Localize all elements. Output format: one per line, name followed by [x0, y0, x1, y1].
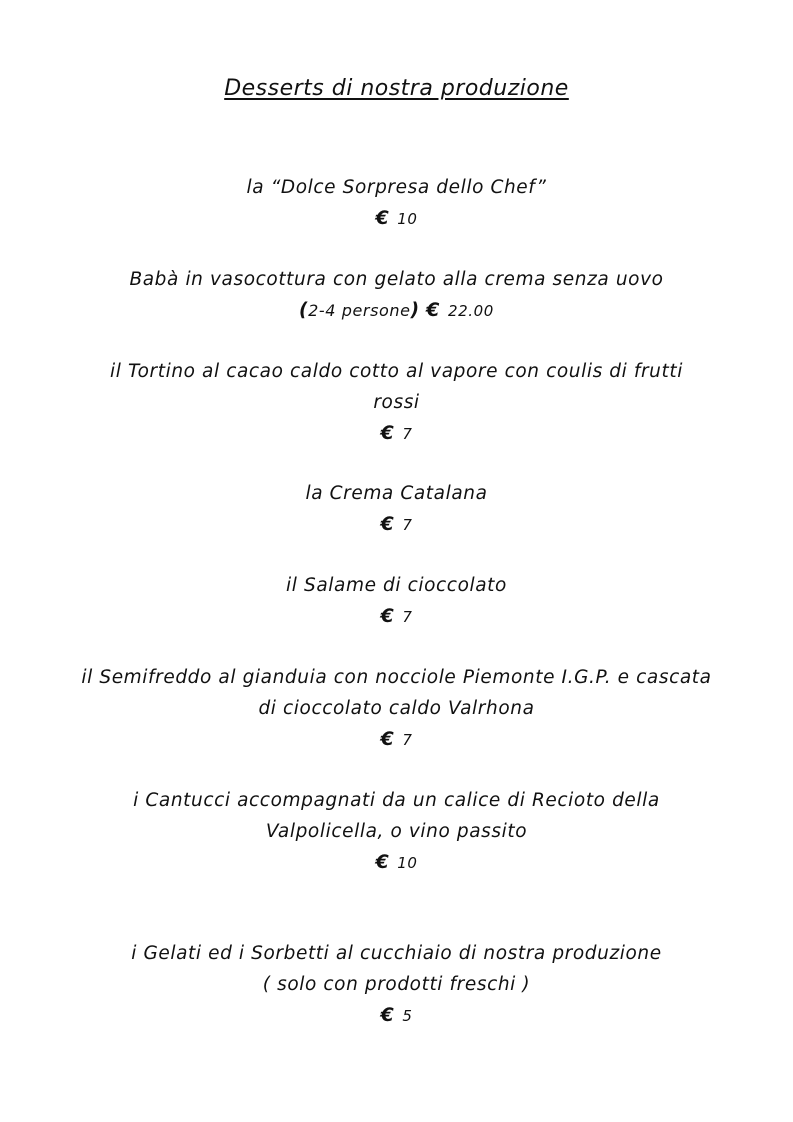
menu-item [60, 172, 733, 235]
item-name: il Semifreddo al gianduia con nocciole Piemonte I.G.P. e cascata [81, 667, 712, 688]
price-value: 7 [402, 731, 413, 749]
currency-symbol: € [380, 728, 395, 750]
item-name: i Gelati ed i Sorbetti al cucchiaio di nostra produzione [131, 943, 662, 964]
item-name: la “Dolce Sorpresa dello Chef” [246, 177, 547, 198]
currency-symbol: € [380, 605, 395, 627]
item-name: i Cantucci accompagnati da un calice di Recioto della [133, 790, 660, 811]
item-name-cont: ( solo con prodotti freschi ) [262, 974, 531, 995]
item-price [60, 1000, 733, 1032]
menu-item [60, 356, 733, 450]
currency-symbol: € [380, 513, 395, 535]
price-value: 7 [402, 425, 413, 443]
item-name: la Crema Catalana [305, 483, 488, 504]
item-name-cont: rossi [373, 392, 420, 413]
currency-symbol: € [380, 422, 395, 444]
item-name: il Salame di cioccolato [286, 575, 507, 596]
item-name-cont: di cioccolato caldo Valrhona [258, 698, 535, 719]
item-price [60, 724, 733, 756]
item-name: il Tortino al cacao caldo cotto al vapore con coulis di frutti [110, 361, 683, 382]
currency-symbol: € [380, 1004, 395, 1026]
price-value: 7 [402, 516, 413, 534]
item-price [60, 509, 733, 541]
item-price [60, 203, 733, 235]
item-price [60, 847, 733, 879]
item-persons-price: (2-4 persone) € 22.00 [299, 299, 494, 321]
menu-item [60, 478, 733, 541]
currency-symbol: € [375, 851, 390, 873]
menu-item [60, 662, 733, 756]
menu-item [60, 570, 733, 633]
price-value: 22.00 [448, 302, 494, 320]
price-value: 10 [397, 210, 418, 228]
item-persons: 2-4 persone [308, 301, 411, 320]
page-title: Desserts di nostra produzione [224, 76, 569, 101]
price-value: 10 [397, 854, 418, 872]
item-price [60, 418, 733, 450]
price-value: 7 [402, 608, 413, 626]
price-value: 5 [402, 1007, 413, 1025]
item-name-cont: Valpolicella, o vino passito [265, 821, 528, 842]
menu-item [60, 264, 733, 327]
menu-item [60, 785, 733, 879]
item-price [60, 601, 733, 633]
item-name: Babà in vasocottura con gelato alla crema senza uovo [129, 269, 664, 290]
currency-symbol: € [426, 299, 440, 321]
menu-item [60, 938, 733, 1032]
currency-symbol: € [375, 207, 390, 229]
